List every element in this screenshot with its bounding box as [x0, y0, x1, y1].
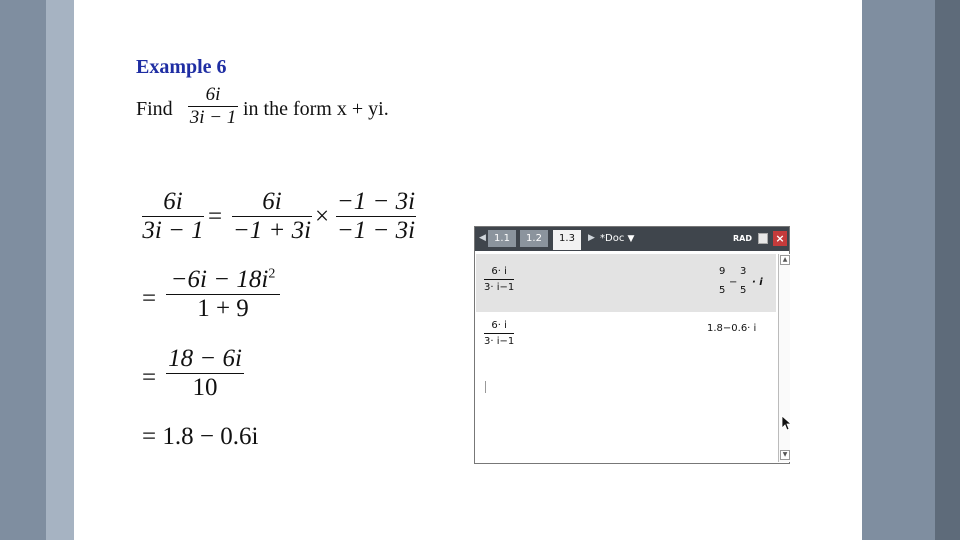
working-l2-exponent: 2 [268, 266, 276, 282]
entry2-input-denominator: 3· i−1 [484, 336, 515, 347]
entry1-result-real-denominator: 5 [719, 285, 726, 296]
working-r1-denominator: −1 + 3i [232, 217, 312, 244]
equals-sign-1: = [208, 203, 223, 230]
equals-sign-2: = [142, 285, 157, 312]
problem-denominator: 3i − 1 [189, 107, 237, 128]
working-l2-numerator [166, 266, 280, 295]
entry1-input-denominator: 3· i−1 [484, 282, 515, 293]
working-l2-denominator: 1 + 9 [197, 295, 249, 322]
entry1-input-numerator [484, 266, 514, 280]
entry1-result-imag-denominator: 5 [740, 285, 747, 296]
working-lhs-numerator: 6i [142, 188, 204, 217]
history-row-2[interactable] [476, 314, 776, 364]
working-r1-fraction [232, 188, 312, 245]
doc-menu-chevron-icon: ▼ [627, 234, 635, 244]
angle-mode-badge: RAD [733, 234, 752, 243]
working-l3-denominator: 10 [192, 374, 218, 401]
entry1-result-imag-numerator: 3 [740, 266, 747, 277]
working-r1-numerator: 6i [232, 188, 312, 217]
entry1-result-imag [738, 266, 748, 296]
entry1-result-minus: − [729, 277, 738, 288]
entry2-input [484, 320, 514, 347]
scroll-down-icon[interactable]: ▼ [780, 450, 790, 460]
doc-menu-label: *Doc [600, 233, 625, 244]
close-button[interactable]: × [773, 231, 787, 246]
working-lhs-fraction [142, 188, 204, 245]
history-row-1[interactable] [476, 254, 776, 312]
calculator-tab-bar [475, 227, 789, 251]
right-frame-band-dark [935, 0, 960, 540]
right-frame-band-light [862, 0, 935, 540]
tab-1-1[interactable]: 1.1 [488, 230, 516, 247]
entry-line-cursor[interactable] [485, 381, 486, 393]
problem-numerator: 6i [188, 84, 238, 107]
tab-1-3[interactable]: 1.3 [553, 230, 581, 250]
times-sign: × [315, 203, 330, 230]
working-r2-numerator: −1 − 3i [336, 188, 416, 215]
entry1-result-tail: · i [752, 277, 763, 288]
entry1-input-numerator-text: 6· i [491, 266, 507, 277]
entry1-input [484, 266, 514, 293]
tab-1-2[interactable]: 1.2 [520, 230, 548, 247]
working-r2-denominator: −1 − 3i [336, 217, 416, 244]
doc-menu[interactable] [600, 233, 634, 244]
final-result: = 1.8 − 0.6i [142, 423, 259, 450]
left-frame-band-dark [0, 0, 46, 540]
entry1-result-real [717, 266, 727, 296]
entry1-result-real-numerator: 9 [719, 266, 726, 277]
example-title: Example 6 [136, 56, 227, 78]
entry2-input-numerator: 6· i [484, 320, 514, 334]
working-lhs-denominator: 3i − 1 [142, 217, 204, 244]
entry2-result: 1.8−0.6· i [707, 323, 757, 334]
tab-scroll-left-icon[interactable]: ◀ [479, 233, 486, 243]
left-frame-band-light [46, 0, 74, 540]
mouse-pointer-icon [781, 415, 791, 431]
working-l3-numerator: 18 − 6i [166, 345, 244, 374]
find-word: Find [136, 98, 173, 120]
problem-fraction [188, 84, 238, 129]
scroll-up-icon[interactable]: ▲ [780, 255, 790, 265]
problem-tail: in the form x + yi. [243, 98, 389, 120]
battery-icon [758, 233, 768, 244]
working-l2-fraction [166, 266, 280, 323]
working-r2-fraction [336, 188, 416, 245]
working-l3-fraction [166, 345, 244, 402]
working-l2-numerator-text: −6i − 18i [170, 266, 269, 293]
calculator-window [474, 226, 790, 464]
tab-scroll-right-icon[interactable]: ▶ [588, 233, 595, 243]
equals-sign-3: = [142, 364, 157, 391]
